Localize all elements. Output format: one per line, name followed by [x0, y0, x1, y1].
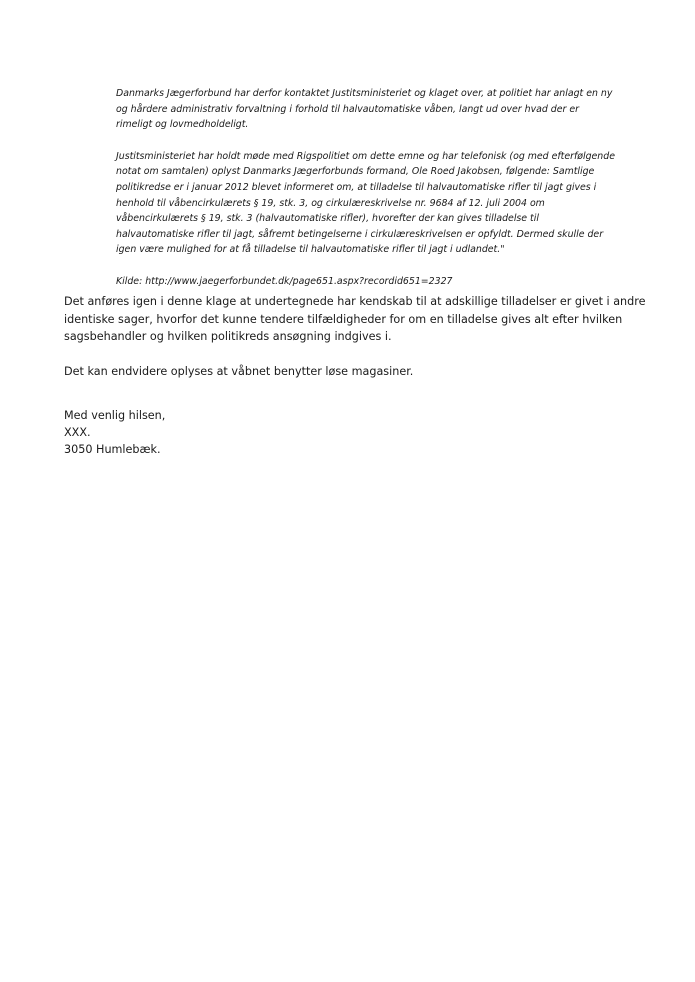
body-paragraph-1: [64, 293, 654, 346]
quote-p2-line-5: våbencirkulærets § 19, stk. 3 (halvautomatiske rifler), hvorefter der kan gives tilladelse til: [116, 213, 539, 225]
quoted-section: [116, 86, 636, 306]
quote-source: Kilde: http://www.jaegerforbundet.dk/page651.aspx?recordid651=2327: [116, 275, 453, 287]
signature-block: [64, 407, 364, 458]
quote-paragraph-1: [116, 86, 636, 133]
quote-paragraph-2: [116, 149, 636, 258]
closing-city: 3050 Humlebæk.: [64, 443, 161, 456]
body-p1-line-1: Det anføres igen i denne klage at undertegnede har kendskab til at adskillige tilladelser er givet i andre: [64, 295, 646, 308]
quote-p2-line-3: politikredse er i januar 2012 blevet informeret om, at tilladelse til halvautomatiske rifler til jagt gives i: [116, 181, 597, 193]
quote-p1-line-2: og hårdere administrativ forvaltning i forhold til halvautomatiske våben, langt ud over hvad der er: [116, 103, 579, 115]
quote-p2-line-7: igen være mulighed for at få tilladelse til halvautomatiske rifler til jagt i udlandet.": [116, 244, 505, 256]
quote-p2-line-4: henhold til våbencirkulærets § 19, stk. 3, og cirkulæreskrivelse nr. 9684 af 12. juli 2004 om: [116, 197, 545, 209]
closing-greeting: Med venlig hilsen,: [64, 409, 166, 422]
body-section: [64, 293, 654, 397]
quote-p2-line-6: halvautomatiske rifler til jagt, såfremt betingelserne i cirkulæreskrivelsen er opfyldt. Dermed skulle der: [116, 228, 604, 240]
quote-p1-line-1: Danmarks Jægerforbund har derfor kontaktet Justitsministeriet og klaget over, at politiet har anlagt en ny: [116, 88, 613, 99]
body-p1-line-2: identiske sager, hvorfor det kunne tendere tilfældigheder for om en tilladelse gives alt efter hvilken: [64, 312, 623, 326]
quote-p2-line-1: Justitsministeriet har holdt møde med Rigspolitiet om dette emne og har telefonisk (og med efterfølgende: [116, 150, 615, 162]
quote-p1-line-3: rimeligt og lovmedholdeligt.: [116, 119, 249, 131]
closing-name: XXX.: [64, 426, 91, 439]
body-paragraph-2: Det kan endvidere oplyses at våbnet benytter løse magasiner.: [64, 364, 414, 378]
quote-p2-line-2: notat om samtalen) oplyst Danmarks Jægerforbunds formand, Ole Roed Jakobsen, følgende: Samtlige: [116, 166, 595, 178]
body-p1-line-3: sagsbehandler og hvilken politikreds ansøgning indgives i.: [64, 330, 392, 343]
